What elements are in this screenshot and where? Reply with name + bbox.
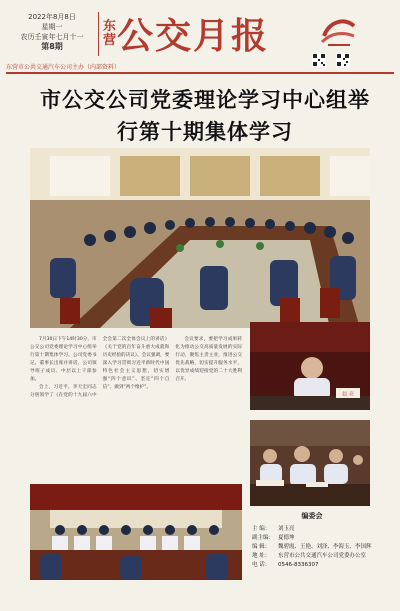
editorial-heading: 编委会 [301,512,323,520]
headline: 市公交公司党委理论学习中心组举行第十期集体学习 [40,87,370,144]
editorial-value: 魏碧霞、王艳、刘泽、李海玉、李国辉 [278,544,372,550]
article-body [30,336,242,476]
editorial-key: 主 编： [252,526,271,532]
editorial-board [252,512,372,570]
bottom-meeting-photo [30,484,242,580]
article-paragraph: 会上，习近平、李天宏同志分别领学了《在党的十九届六中全会第二次全体会议上的讲话》《关于党的百年奋斗重大成就和历史经验的决议》。会议强调，要深入学习贯彻习近平新时代中国特色社会主义思想，切实增强“四个意识”、坚定“四个自信”、做到“两个维护”。 [30,337,170,398]
article-paragraph: 会议要求，要把学习成果转化为推动公交高质量发展的实际行动，聚焦主责主业，推进公交优先战略，切实提升服务水平，以优异成绩迎接党的二十大胜利召开。 [175,337,242,382]
issue-date: 2022年8月8日 [28,13,76,21]
masthead [0,0,400,74]
qr-code-icon [336,52,350,66]
sponsor-line: 东营市公共交通汽车公司主办（内部资料） [6,64,121,71]
masthead-rule [6,72,394,74]
editorial-value: 0546-8336307 [278,562,319,568]
newspaper-title: 公交月报 [117,15,270,57]
nameplate: 赵 亮 [342,391,354,398]
speaker-photo [250,322,370,410]
issue-number: 第8期 [41,42,63,51]
editorial-row [252,543,372,552]
editorial-value: 夏德坤 [278,535,295,541]
company-logo-icon [318,14,358,48]
editorial-row [252,525,372,534]
editorial-value: 东营市公共交通汽车公司党委办公室 [278,553,367,559]
issue-info [6,12,98,52]
qr-code-icon [312,52,326,66]
region-label: 东营 [103,19,117,48]
editorial-key: 副主编： [252,535,275,541]
issue-weekday: 星期一 [41,23,63,31]
editorial-row [252,552,372,561]
main-meeting-photo [30,148,370,328]
issue-lunar-date: 农历壬寅年七月十一 [20,33,84,41]
editorial-row [252,561,372,570]
editorial-key: 编 辑： [252,544,271,550]
masthead-divider [98,12,99,56]
attendees-photo [250,420,370,506]
editorial-value: 刘玉亮 [278,526,295,532]
editorial-row [252,534,372,543]
article-paragraph: 7月30日下午14时30分，市公交公司党委理论学习中心组举行第十期集体学习。公司党委书记、董事长出席并讲话，公司领导班子成员、中层以上干部参加。 [30,337,97,382]
editorial-key: 地 址： [252,553,271,559]
editorial-key: 电 话： [252,562,271,568]
